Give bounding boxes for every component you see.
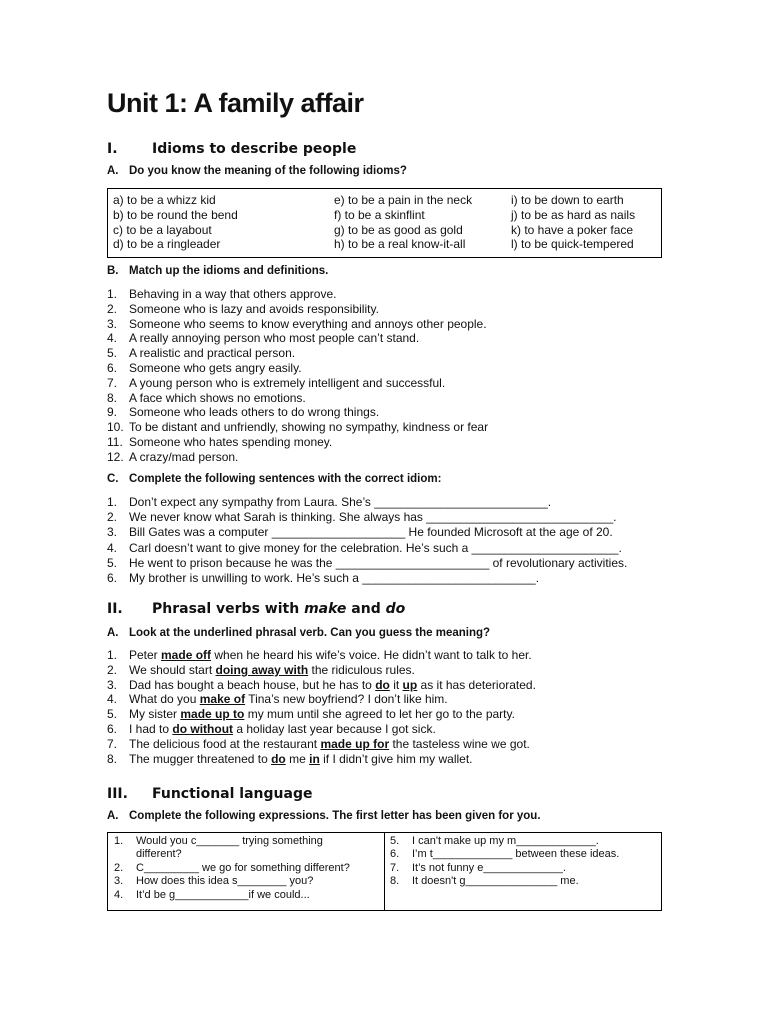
phrasal-item	[107, 692, 536, 707]
item-number: 1.	[107, 287, 118, 301]
item-number: 3.	[107, 525, 118, 540]
expression-row	[390, 848, 619, 861]
item-number: 7.	[107, 736, 118, 751]
underlined-phrasal-verb: made up to	[180, 707, 245, 722]
sentence-part: if I didn’t give him my wallet.	[319, 751, 473, 766]
item-number: 5.	[390, 835, 400, 847]
item-number: 2.	[107, 301, 118, 316]
expression-row	[114, 862, 350, 875]
list-item	[107, 331, 488, 346]
phrasal-item	[107, 663, 536, 678]
sentence-part: the ridiculous rules.	[308, 662, 415, 677]
item-number: 7.	[107, 375, 118, 390]
sentence-part: it	[389, 677, 403, 692]
item-number: 5.	[107, 346, 118, 361]
section-3-number: III.	[107, 786, 128, 802]
section-3a-instruction	[107, 810, 667, 825]
phrasal-item	[107, 737, 536, 752]
item-number: 6.	[390, 848, 400, 861]
instruction-text: Look at the underlined phrasal verb. Can you guess the meaning?	[129, 627, 491, 639]
item-number: 1.	[114, 835, 124, 847]
section-2-heading	[107, 601, 607, 619]
list-item	[107, 495, 627, 510]
expressions-table	[107, 832, 662, 911]
item-number: 6.	[107, 360, 118, 375]
item-text: We never know what Sarah is thinking. She always has ____________________________.	[129, 510, 617, 525]
sentence-part: We should start	[129, 662, 216, 677]
sentence-part: I had to	[129, 721, 173, 736]
section-1c-instruction	[107, 473, 607, 488]
idiom-item: j) to be as hard as nails	[511, 207, 636, 222]
underlined-phrasal-verb: made up for	[320, 736, 390, 751]
sentence-part: me	[285, 751, 310, 766]
idiom-item: a) to be a whizz kid	[113, 193, 216, 207]
underlined-phrasal-verb: make of	[199, 692, 246, 707]
idiom-item: f) to be a skinflint	[334, 207, 425, 222]
list-item	[107, 571, 627, 586]
item-text: Someone who leads others to do wrong things.	[129, 405, 380, 420]
sentence-part: when he heard his wife’s voice. He didn’t want to talk to her.	[211, 648, 532, 662]
item-number: 6.	[107, 721, 118, 736]
sentence-part: Tina’s new boyfriend? I don’t like him.	[245, 692, 448, 707]
expressions-left-column	[114, 835, 350, 902]
idiom-item: g) to be as good as gold	[334, 222, 463, 237]
idiom-item: b) to be round the bend	[113, 207, 238, 222]
item-text: Someone who is lazy and avoids responsibility.	[129, 301, 379, 316]
idiom-item: k) to have a poker face	[511, 222, 634, 237]
section-2-title-part: Phrasal verbs with	[152, 601, 305, 617]
item-number: 2.	[107, 662, 118, 677]
sentence-part: The delicious food at the restaurant	[129, 736, 321, 751]
expression-row	[390, 875, 619, 888]
section-2-title	[152, 601, 405, 617]
section-1b-instruction	[107, 265, 607, 280]
section-2-number: II.	[107, 601, 123, 617]
list-item	[107, 541, 627, 556]
expression-row	[390, 862, 619, 875]
list-item	[107, 346, 488, 361]
item-text: He went to prison because he was the _______________________ of revolutionary activities.	[129, 555, 628, 570]
underlined-phrasal-verb: do	[271, 751, 286, 766]
idioms-column-2	[334, 193, 472, 252]
item-number: 9.	[107, 405, 118, 420]
item-text: A really annoying person who most people can’t stand.	[129, 331, 420, 346]
underlined-phrasal-verb: do without	[172, 721, 234, 736]
table-divider	[384, 833, 385, 910]
instruction-text: Complete the following expressions. The first letter has been given for you.	[129, 810, 541, 822]
idiom-item: l) to be quick-tempered	[511, 237, 634, 252]
list-item	[107, 556, 627, 571]
section-1-title: Idioms to describe people	[152, 141, 357, 157]
instruction-letter: C.	[107, 473, 119, 485]
sentence-part: What do you	[129, 692, 200, 707]
item-text: Someone who seems to know everything and annoys other people.	[129, 316, 487, 331]
item-number: 3.	[107, 677, 118, 692]
phrasal-item	[107, 678, 536, 693]
idioms-column-1	[113, 193, 238, 252]
idioms-column-3	[511, 193, 635, 252]
instruction-letter: A.	[107, 810, 119, 822]
underlined-phrasal-verb: up	[402, 677, 418, 692]
list-item	[107, 302, 488, 317]
section-1-heading	[107, 141, 507, 159]
item-text: My brother is unwilling to work. He’s such a __________________________.	[129, 571, 540, 586]
phrasal-item	[107, 648, 536, 663]
sentence-part: a holiday last year because I got sick.	[233, 721, 436, 736]
idiom-item: h) to be a real know-it-all	[334, 237, 466, 252]
sentence-part: My sister	[129, 707, 181, 722]
phrasal-item	[107, 707, 536, 722]
expression-text: different?	[136, 848, 182, 861]
item-text: A face which shows no emotions.	[129, 390, 306, 405]
expression-row	[114, 835, 350, 848]
instruction-letter: A.	[107, 165, 119, 177]
item-number: 4.	[107, 540, 118, 555]
item-text: Behaving in a way that others approve.	[129, 287, 337, 301]
item-number: 8.	[107, 390, 118, 405]
list-item	[107, 510, 627, 525]
section-2-title-part: and	[346, 601, 386, 617]
item-text: Carl doesn’t want to give money for the celebration. He’s such a ______________________.	[129, 540, 622, 555]
item-number: 1.	[107, 648, 118, 662]
item-number: 3.	[107, 316, 118, 331]
item-number: 4.	[107, 692, 118, 707]
list-item	[107, 525, 627, 540]
expression-text: It doesn't g_______________ me.	[412, 875, 579, 888]
instruction-letter: A.	[107, 627, 119, 639]
expression-text: How does this idea s________ you?	[136, 875, 314, 888]
section-3-heading	[107, 786, 507, 804]
section-2-title-do: do	[385, 601, 406, 617]
expression-text: I can't make up my m_____________.	[412, 835, 599, 847]
sentence-part: Peter	[129, 648, 162, 662]
underlined-phrasal-verb: do	[375, 677, 390, 692]
expression-row	[390, 835, 619, 848]
expression-text: Would you c_______ trying something	[136, 835, 323, 847]
item-number: 7.	[390, 861, 400, 874]
expression-text: I’m t_____________ between these ideas.	[412, 848, 620, 861]
list-item	[107, 405, 488, 420]
phrasal-verbs-list	[107, 648, 536, 766]
instruction-text: Do you know the meaning of the following idioms?	[129, 165, 407, 177]
expression-row	[114, 848, 350, 861]
section-2-title-make: make	[304, 601, 347, 617]
sentences-list	[107, 495, 627, 586]
list-item	[107, 317, 488, 332]
list-item	[107, 361, 488, 376]
idiom-item: i) to be down to earth	[511, 193, 624, 207]
sentence-part: The mugger threatened to	[129, 751, 272, 766]
expression-text: C_________ we go for something different?	[136, 861, 350, 874]
item-text: Don’t expect any sympathy from Laura. She’s __________________________.	[129, 495, 552, 509]
item-number: 5.	[107, 555, 118, 570]
item-number: 10.	[107, 420, 124, 435]
sentence-part: the tasteless wine we got.	[389, 736, 530, 751]
item-text: A young person who is extremely intelligent and successful.	[129, 375, 446, 390]
item-number: 11.	[107, 434, 123, 449]
expressions-right-column	[390, 835, 619, 889]
item-number: 8.	[107, 751, 118, 766]
instruction-letter: B.	[107, 265, 119, 277]
item-text: A crazy/mad person.	[129, 449, 239, 464]
idiom-item: d) to be a ringleader	[113, 237, 221, 252]
expression-text: It’d be g____________if we could...	[136, 888, 310, 901]
expression-row	[114, 889, 350, 902]
underlined-phrasal-verb: in	[309, 751, 320, 766]
item-text: A realistic and practical person.	[129, 346, 296, 361]
item-number: 3.	[114, 875, 124, 888]
item-number: 8.	[390, 875, 400, 888]
item-number: 2.	[114, 861, 124, 874]
section-3-title: Functional language	[152, 786, 313, 802]
list-item	[107, 420, 488, 435]
page-title: Unit 1: A family affair	[107, 88, 364, 118]
section-2a-instruction	[107, 627, 627, 642]
item-number: 5.	[107, 707, 118, 722]
list-item	[107, 450, 488, 465]
instruction-text: Complete the following sentences with the correct idiom:	[129, 473, 442, 485]
underlined-phrasal-verb: made off	[161, 648, 212, 662]
idiom-item: e) to be a pain in the neck	[334, 193, 473, 207]
item-text: Someone who gets angry easily.	[129, 360, 302, 375]
idiom-item: c) to be a layabout	[113, 222, 212, 237]
list-item	[107, 376, 488, 391]
idioms-box	[107, 188, 662, 258]
section-1-number: I.	[107, 141, 118, 157]
item-number: 2.	[107, 510, 118, 525]
instruction-text: Match up the idioms and definitions.	[129, 265, 329, 277]
list-item	[107, 287, 488, 302]
item-text: Someone who hates spending money.	[129, 434, 333, 449]
item-text: To be distant and unfriendly, showing no sympathy, kindness or fear	[129, 420, 489, 435]
phrasal-item	[107, 722, 536, 737]
item-number: 1.	[107, 495, 118, 509]
sentence-part: Dad has bought a beach house, but he has to	[129, 677, 376, 692]
underlined-phrasal-verb: doing away with	[215, 662, 309, 677]
item-number: 4.	[107, 331, 118, 346]
item-text: Bill Gates was a computer ____________________ He founded Microsoft at the age of 20.	[129, 525, 613, 540]
expression-row	[114, 875, 350, 888]
list-item	[107, 435, 488, 450]
item-number: 6.	[107, 571, 118, 586]
item-number: 4.	[114, 888, 124, 901]
list-item	[107, 391, 488, 406]
sentence-part: as it has deteriorated.	[417, 677, 536, 692]
item-number: 12.	[107, 449, 124, 464]
definitions-list	[107, 287, 488, 465]
sentence-part: my mum until she agreed to let her go to the party.	[244, 707, 515, 722]
phrasal-item	[107, 752, 536, 767]
expression-text: It’s not funny e_____________.	[412, 861, 566, 874]
section-1a-instruction	[107, 165, 607, 180]
